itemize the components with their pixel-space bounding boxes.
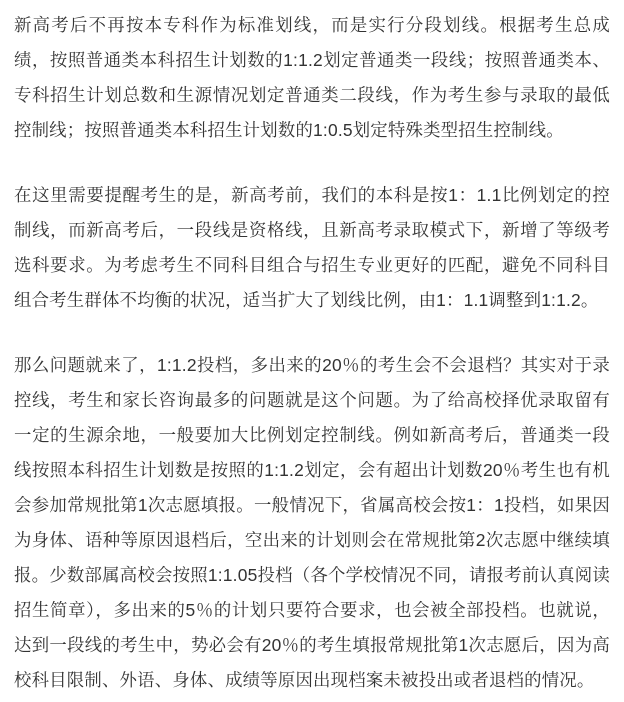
paragraph-score-line-rules: 新高考后不再按本专科作为标准划线，而是实行分段划线。根据考生总成绩，按照普通类本科招生计划数的1:1.2划定普通类一段线；按照普通类本、专科招生计划总数和生源情况划定普通类二段线，作为考生参与录取的最低控制线；按照普通类本科招生计划数的1:0.5划定特殊类型招生控制线。	[14, 15, 610, 140]
paragraph-ratio-change-explanation: 在这里需要提醒考生的是，新高考前，我们的本科是按1：1.1比例划定的控制线，而新高考后，一段线是资格线，且新高考录取模式下，新增了等级考选科要求。为考虑考生不同科目组合与招生专业更好的匹配，避免不同科目组合考生群体不均衡的状况，适当扩大了划线比例，由1：1.1调整到1:1.2。	[14, 185, 610, 310]
paragraph-withdrawal-question: 那么问题就来了，1:1.2投档，多出来的20％的考生会不会退档？其实对于录控线，考生和家长咨询最多的问题就是这个问题。为了给高校择优录取留有一定的生源余地，一般要加大比例划定控制线。例如新高考后，普通类一段线按照本科招生计划数是按照的1:1.2划定，会有超出计划数20％考生也有机会参加常规批第1次志愿填报。一般情况下，省属高校会按1：1投档，如果因为身体、语种等原因退档后，空出来的计划则会在常规批第2次志愿中继续填报。少数部属高校会按照1:1.05投档（各个学校情况不同，请报考前认真阅读招生简章），多出来的5％的计划只要符合要求，也会被全部投档。也就说，达到一段线的考生中，势必会有20％的考生填报常规批第1次志愿后，因为高校科目限制、外语、身体、成绩等原因出现档案未被投出或者退档的情况。	[14, 355, 610, 690]
